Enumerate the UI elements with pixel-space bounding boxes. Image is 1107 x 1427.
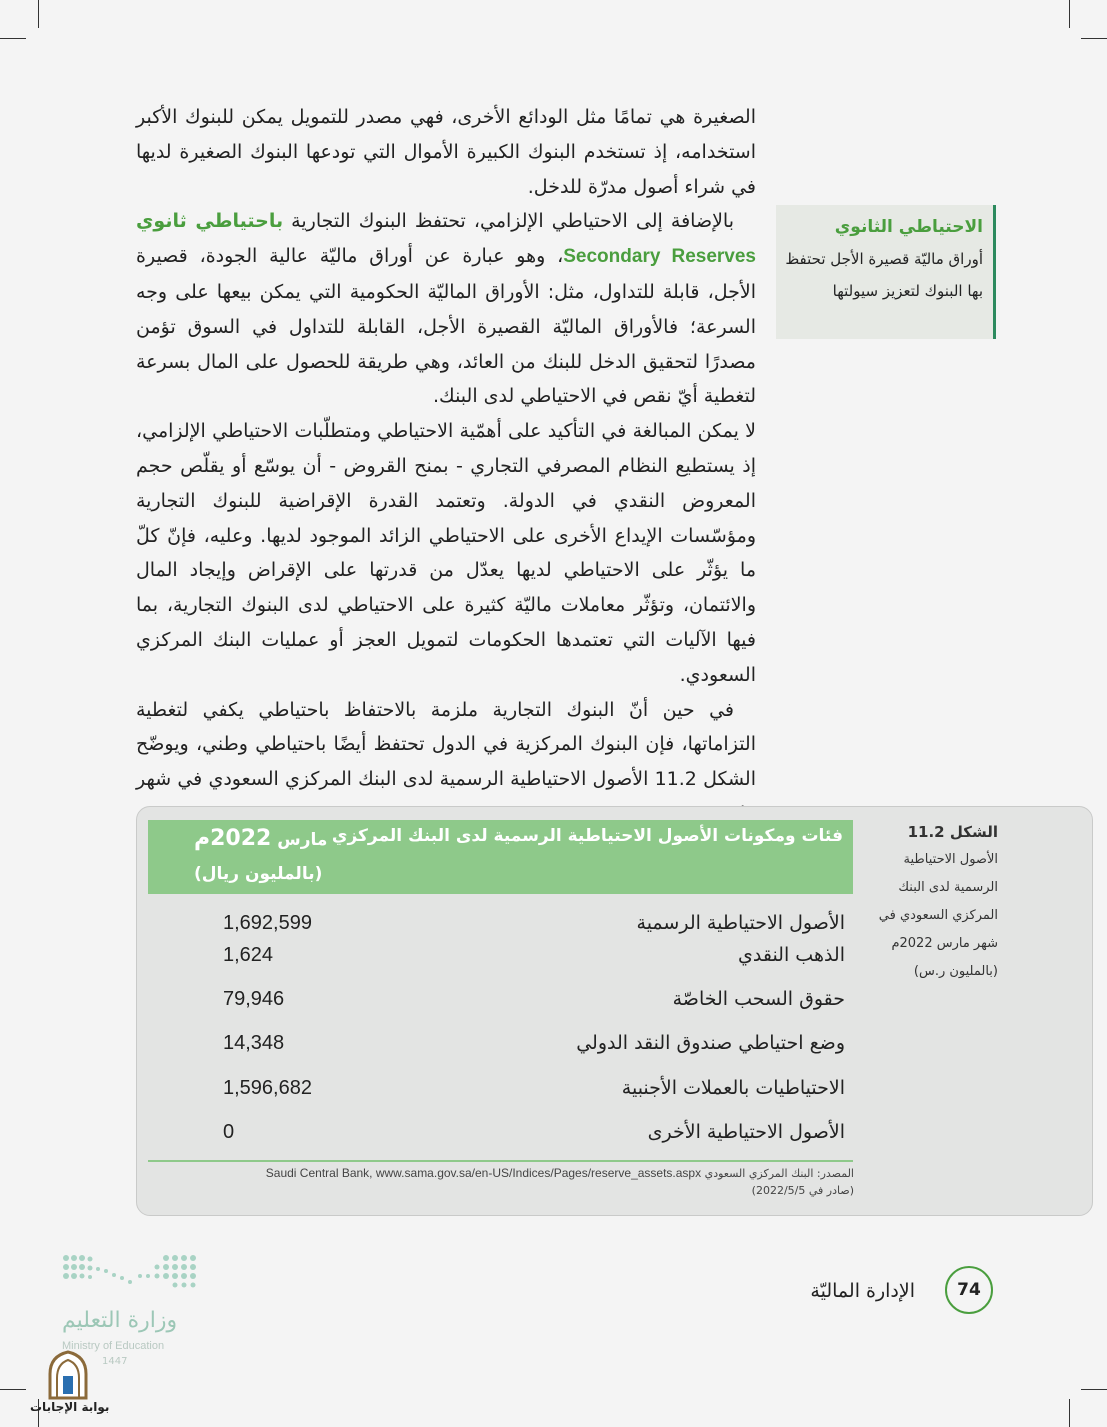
crop-mark xyxy=(1081,1389,1107,1390)
ministry-name-ar: وزارة التعليم xyxy=(62,1308,178,1333)
figure-caption-text: الأصول الاحتياطية الرسمية لدى البنك المركزي السعودي في شهر مارس 2022م (بالمليون ر.س) xyxy=(878,852,998,979)
table-row xyxy=(148,1121,853,1151)
paragraph: في حين أنّ البنوك التجارية ملزمة بالاحتفاظ باحتياطي يكفي لتغطية التزاماتها، فإن البنوك المركزية في الدول تحتفظ أيضًا باحتياطي وطني، ويوضّح الشكل 11.2 الأصول الاحتياطية الرسمية لدى البنك المركزي السعودي في شهر xyxy=(136,698,756,791)
table-header xyxy=(148,820,853,894)
body-text xyxy=(136,100,756,832)
table-row xyxy=(148,912,853,942)
row-label: الاحتياطيات بالعملات الأجنبية xyxy=(621,1077,845,1099)
crop-mark xyxy=(0,1389,26,1390)
date-label: مارس xyxy=(277,830,328,850)
crop-mark xyxy=(0,38,26,39)
row-value: 1,624 xyxy=(223,944,274,966)
row-label: الذهب النقدي xyxy=(737,944,845,966)
paragraph: لا يمكن المبالغة في التأكيد على أهمّية الاحتياطي ومتطلّبات الاحتياطي الإلزامي، إذ يستطيع النظام المصرفي التجاري - بمنح القروض - أن يوسّع أو يقلّص حجم المعروض النقدي في الدولة. وتعتمد القدرة الإقراضية للبنوك التجارية ومؤسّسات الإيداع الأخرى على الاحتياطي الزائد الموجود لديها. وعليه، فإنّ كلّ ما يؤثّر على الاحتياطي لديها يعدّل من قدرتها على الإقراض وإيجاد المال والائتمان، وتؤثّر معاملات ماليّة كثيرة على الاحتياطي لدى البنوك التجارية، بما فيها الآليات التي تعتمدها الحكومات لتمويل العجز أو عمليات البنك المركزي السعودي. xyxy=(136,420,756,686)
crop-mark xyxy=(38,0,39,28)
table-row xyxy=(148,1032,853,1062)
crop-mark xyxy=(1069,0,1070,28)
paragraph-text: ، وهو عبارة عن أوراق ماليّة عالية الجودة، قصيرة الأجل، قابلة للتداول، مثل: الأوراق الماليّة الحكومية التي يمكن بيعها على وجه السرعة؛ فالأوراق الماليّة القصيرة الأجل، القابلة للتداول في السوق تؤمن مصدرًا لتحقيق الدخل للبنك من العائد، وهي طريقة للحصول على المال بسرعة لتغطية أيّ نقص في الاحتياطي لدى البنك. xyxy=(136,245,756,408)
definition-text: أوراق ماليّة قصيرة الأجل تحتفظ بها البنوك لتعزيز سيولتها xyxy=(785,250,983,300)
table-date xyxy=(194,826,327,851)
key-term-en: Secondary Reserves xyxy=(563,246,756,268)
watermark-mosque-icon xyxy=(30,1350,110,1400)
ministry-year: 1447 xyxy=(102,1356,128,1367)
row-value: 1,596,682 xyxy=(223,1077,312,1099)
chapter-title: الإدارة الماليّة xyxy=(810,1280,915,1302)
row-value: 79,946 xyxy=(223,988,285,1010)
watermark-label: بوابة الإجابات xyxy=(30,1400,110,1414)
figure-number: الشكل 11.2 xyxy=(907,823,998,841)
paragraph: الصغيرة هي تمامًا مثل الودائع الأخرى، فهي مصدر للتمويل يمكن للبنوك الأكبر استخدامه، إذ تستخدم البنوك الكبيرة الأموال التي تودعها البنوك الصغيرة لديها في شراء أصول مدرّة للدخل. xyxy=(136,106,756,198)
table-title: فئات ومكونات الأصول الاحتياطية الرسمية لدى البنك المركزي xyxy=(331,826,843,846)
row-label: وضع احتياطي صندوق النقد الدولي xyxy=(576,1032,845,1054)
definition-box xyxy=(776,205,996,339)
row-value: 1,692,599 xyxy=(223,912,312,934)
crop-mark xyxy=(1069,1399,1070,1427)
row-value: 14,348 xyxy=(223,1032,285,1054)
row-label: الأصول الاحتياطية الرسمية xyxy=(636,912,845,934)
page-number: 74 xyxy=(945,1266,993,1314)
paragraph xyxy=(136,204,756,414)
date-value: 2022م xyxy=(194,826,272,851)
table-row xyxy=(148,1077,853,1107)
definition-term: الاحتياطي الثانوي xyxy=(834,217,983,237)
key-term: باحتياطي ثانوي xyxy=(136,210,284,233)
source-date: (صادر في 2022/5/5) xyxy=(751,1184,854,1197)
crop-mark xyxy=(1081,38,1107,39)
figure-caption xyxy=(858,818,998,986)
paragraph-text: بالإضافة إلى الاحتياطي الإلزامي، تحتفظ البنوك التجارية xyxy=(283,210,734,233)
source-label: المصدر: البنك المركزي السعودي xyxy=(704,1167,854,1180)
row-value: 0 xyxy=(223,1121,235,1143)
source-url: Saudi Central Bank, www.sama.gov.sa/en-US/Indices/Pages/reserve_assets.aspx xyxy=(265,1166,702,1180)
table-row xyxy=(148,944,853,974)
row-label: الأصول الاحتياطية الأخرى xyxy=(647,1121,845,1143)
row-label: حقوق السحب الخاصّة xyxy=(672,988,845,1010)
table-divider xyxy=(148,1160,853,1162)
ministry-logo-icon xyxy=(62,1254,197,1290)
table-unit: (بالمليون ريال) xyxy=(194,864,323,884)
ministry-name-en: Ministry of Education xyxy=(62,1340,165,1352)
figure-source xyxy=(234,1165,854,1199)
source-line xyxy=(234,1165,854,1182)
table-row xyxy=(148,988,853,1018)
